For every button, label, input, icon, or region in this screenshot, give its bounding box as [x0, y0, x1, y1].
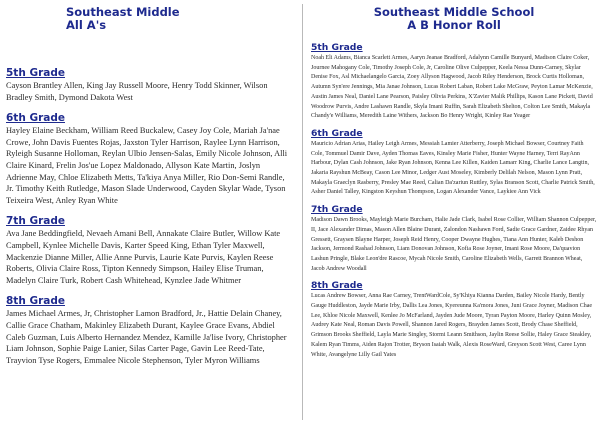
all-as-title-line1: Southeast Middle — [66, 5, 180, 19]
ab-5th-section — [311, 42, 597, 122]
student-names: Lucas Andrew Bowser, Anna Rae Carney, TrentWardCole, Sy'Khiya Kianna Darden, Bailey Nicole Hardy, Bently Gauge Huddleston, Jayde Marie Irby, Dallis Lea Jones, Kyereunna Ka'mora Jones, Juni Grace Joyner, Madison Chae Lee, Khloe Nicole Maxwell, Kenlee Jo McFarland, Jayden Jude Moore, Tyran Payton Moore, Harley Quinn Mosley, Audrey Kate Neal, Roman Davis Powell, Shannon Jared Rogers, Brayden James Scott, Brody Chase Sheffield, Grimson Brooks Sheffield, Layla Marie Singley, Stormi Leann Smithson, Jaylin Reese Sollie, Haley Grace Steakley, Kalem Ryan Timms, Aiden Rajon Trotter, Bryson Isaiah Walk, Alexis RoseWard, Greyson Scott West, Caree Lynn White, Avangelyne Lilly Gail Yates — [311, 293, 593, 358]
grade-heading: 6th Grade — [6, 112, 65, 125]
all-as-title — [66, 6, 226, 32]
student-names: Madison Dawn Brooks, Mayleigh Marie Burcham, Halie Jade Clark, Isabel Rose Collier, William Shannon Culpepper, II, Jace Alexander Dimas, Mason Allen Blaine Durant, Zalondon Nashawn Ford, Sadie Grace Gardner, Zaidee Rhyan Gressett, Graysen Blayne Harper, Joseph Reid Henry, Cooper Dwayne Hughes, Tiana Ann Hunter, Kaleb Deshon Jackson, Jermond Rashad Johnson, Liam Donovan Johnson, Kofia Rose Joyner, Imani Rose Moore, Da'quavion Lashun Pringle, Blake Leon'dre Rascoe, Mycah Nicole Smith, Caroline Elizabeth Wells, Garrett Brannon Wheat, Jacob Andrew Woodall — [311, 217, 597, 272]
student-names: Ava Jane Beddingfield, Nevaeh Amani Bell, Annakate Claire Butler, Willow Kate Campbell, Kynlee Michelle Davis, Karter Speed King, Ethan Tyler Maxwell, Mackenzie Dianne Miller, Allie Anne Purvis, Laurie Kate Purvis, Kaylen Reese Roberts, Olivia Claire Ross, Tipton Kennedy Simpson, Hailey Elise Truman, Madelyn Claire Turk, Robert Cash Whitehead, Kynzlee Jade Whitmer — [6, 229, 281, 285]
student-names: James Michael Armes, Jr, Christopher Lamon Bradford, Jr., Hattie Delain Chaney, Callie Grace Chatham, Makinley Elizabeth Durant, Kaylee Grace Evans, Abdiel Caleb Guzman, Luis Alberto Hernandez Mendez, Kamille Ja'lise Ivory, Christopher Liam Johnson, Sophie Paige Lanier, Silas Carter Page, Gavin Lee Reed-Tate, Trayvion Tyse Rogers, Emmalee Nicole Stephenson, Tyler Myron Williams — [6, 309, 287, 365]
ab-7th-section — [311, 204, 597, 274]
all-as-7th-section — [6, 215, 288, 286]
column-divider — [302, 4, 303, 420]
grade-heading: 5th Grade — [6, 67, 65, 79]
ab-title-line1: Southeast Middle School — [373, 5, 535, 19]
grade-heading: 5th Grade — [311, 42, 363, 53]
ab-6th-section — [311, 128, 597, 198]
all-as-title-line2: All A's — [66, 18, 107, 32]
all-as-column — [6, 0, 288, 366]
student-names: Mauricio Adrian Arias, Hailey Leigh Armes, Messiah Lamier Atterberry, Joseph Michael Bowser, Courtney Faith Cole, Tommuel Damir Dave, Ayden Thomas Eaves, Kinsley Marie Fisher, Hunter Wayne Harney, Terri RayAnn Harbour, Dylan Cash Johnson, Jake Ryan Johnson, Kenna Lee Killen, Kaiden Lamarr King, Charlie Lance Langtin, Jakaria Rayshun McBeay, Cason Lee Minor, Ledger Aust Moseley, Kimberly Delilah Nelson, Mason Lynn Pratt, Makayla Graeclyn Rasberry, Presley Mae Reed, Calian Da'zariun Ruttley, Sylas Branson Scott, Charlie Patrick Smith, Asher Daniel Talley, Kingston Keyshun Thompson, Logan Alexander Vance, Laykiee Ann Vick — [311, 140, 595, 196]
ab-honor-roll-column — [311, 0, 597, 360]
student-names: Hayley Elaine Beckham, William Reed Buckalew, Casey Joy Cole, Mariah Ja'nae Crowe, John Davis Fuentes Rojas, Jaxston Tyler Harrison, Raylee Lynn Harrison, Ryleigh Susanne Holloman, Reylan Ulbio Jensen-Salas, Emily Nicole Johnson, Alli Claire Kinard, Frelin Jos'ue Lopez Maldonado, Allyson Kate Martin, Joslyn Adrienne May, Chloe Elizabeth Metts, Ta'kiya Anya Miller, Rio Don-Semi Randle, Jr. Timothy Keith Rutledge, Mason Slade Underwood, Cayden Skylar Wade, Tyson Teixeira West, Anley Ryan White — [6, 126, 288, 205]
grade-heading: 8th Grade — [311, 280, 363, 292]
student-names: Noah Eli Adams, Bianca Scarlett Armes, Aaryn Jeanae Bradford, Adalynn Camille Bunyard, Madison Claire Coker, Journee Mahogany Cole, Timothy Joseph Cole, Jr, Caroline Olive Culpepper, Keela Nessa Dunn-Carney, Skylar Denise Fox, Asl Michaelangelo Garcia, Zoey Allyson Hagwood, Jacob Riley Henderson, Brock Curtis Holloman, Autumn Syn'ere Jennings, Mia Janae Johnson, Lucas Robert Laban, Robert Lake McGraw, Peyton Lamar McKenzie, Austin James Neal, Daniel Lane Pearson, Paisley Olivia Perkins, X'Zavier Malik Phillips, Kason Lane Pickett, David Woodrow Purvis, Andre Lashawn Randle, Skyla Imani Ruffin, Sarah Elizabeth Shelton, Colton Lee Smith, Makayla Chandy'e Williams, Meredith Laine Withers, Jackson Bo Henry Wright, Kinley Rae Yeager — [311, 55, 593, 120]
grade-heading: 7th Grade — [6, 215, 65, 228]
grade-heading: 8th Grade — [6, 295, 65, 308]
all-as-8th-section — [6, 295, 288, 366]
ab-honor-roll-title — [311, 6, 597, 32]
grade-heading: 6th Grade — [311, 127, 363, 139]
all-as-6th-section — [6, 112, 288, 206]
all-as-5th-section — [6, 67, 288, 103]
student-names: Cayson Brantley Allen, King Jay Russell Moore, Henry Todd Skinner, Wilson Bradley Smith, Dymond Dakota West — [6, 81, 268, 102]
ab-8th-section — [311, 280, 597, 360]
grade-heading: 7th Grade — [311, 204, 363, 216]
ab-title-line2: A B Honor Roll — [407, 18, 501, 32]
